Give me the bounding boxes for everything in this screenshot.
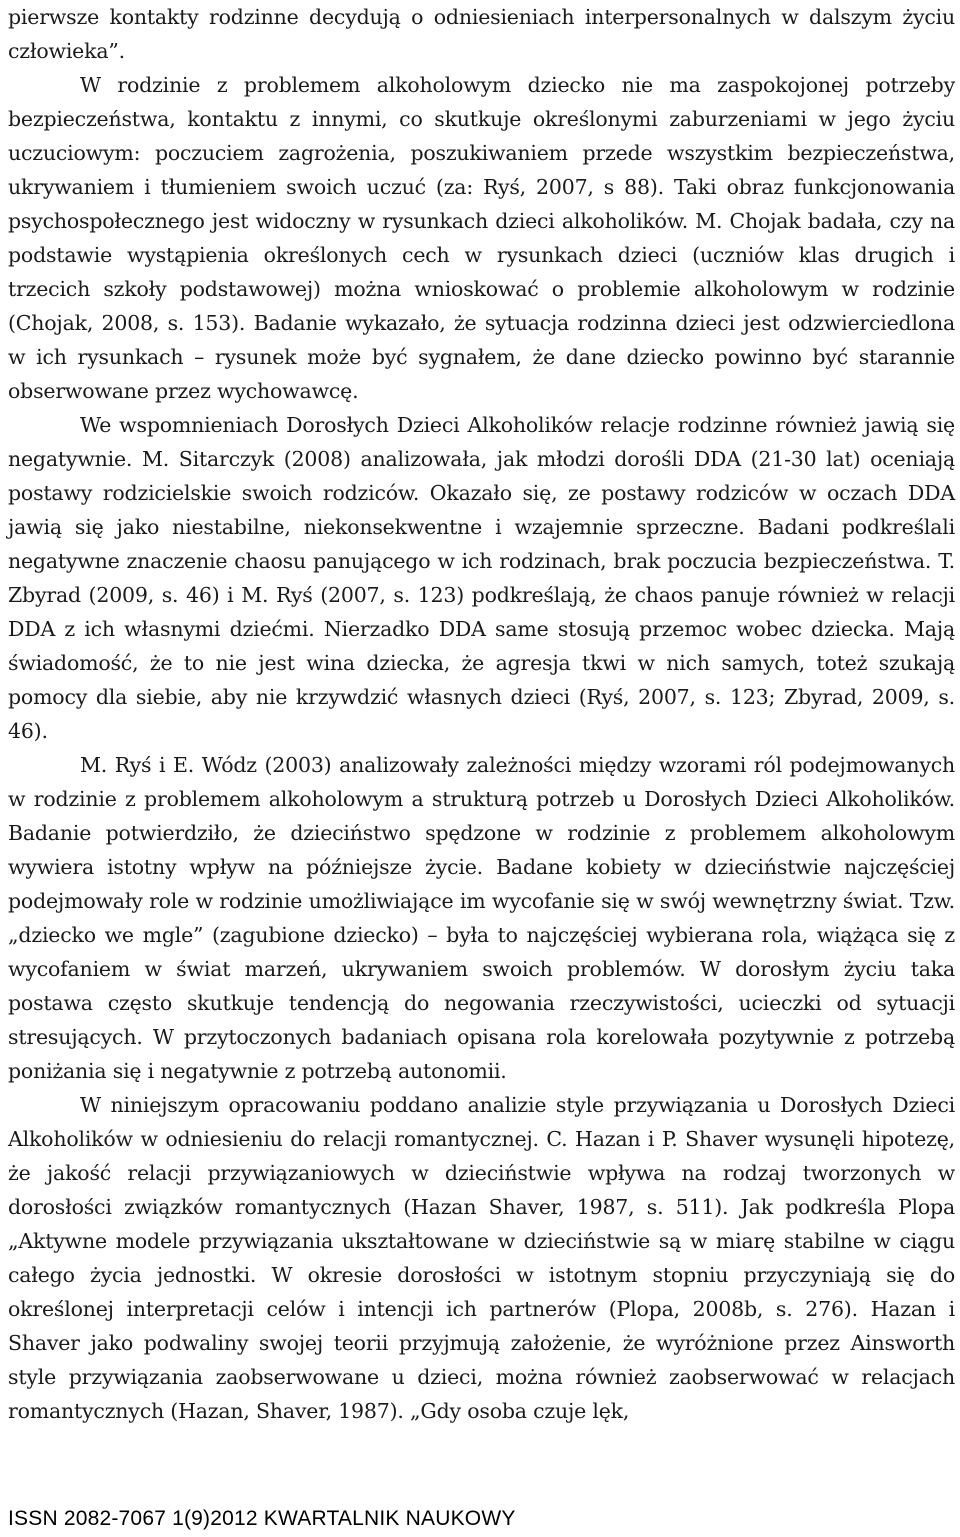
page-footer: ISSN 2082-7067 1(9)2012 KWARTALNIK NAUKOWY	[8, 1507, 516, 1530]
paragraph-attachment-styles: W niniejszym opracowaniu poddano analizie style przywiązania u Dorosłych Dzieci Alkoholików w odniesieniu do relacji romantycznej. C. Hazan i P. Shaver wysunęli hipotezę, że jakość relacji przywiązaniowych w dzieciństwie wpływa na rodzaj tworzonych w dorosłości związków romantycznych (Hazan Shaver, 1987, s. 511). Jak podkreśla Plopa „Aktywne modele przywiązania ukształtowane w dzieciństwie są w miarę stabilne w ciągu całego życia jednostki. W okresie dorosłości w istotnym stopniu przyczyniają się do określonej interpretacji celów i intencji ich partnerów (Plopa, 2008b, s. 276). Hazan i Shaver jako podwaliny swojej teorii przyjmują założenie, że wyróżnione przez Ainsworth style przywiązania zaobserwowane u dzieci, można również zaobserwować w relacjach romantycznych (Hazan, Shaver, 1987). „Gdy osoba czuje lęk,	[8, 1093, 955, 1423]
paragraph-dda-memories: We wspomnieniach Dorosłych Dzieci Alkoholików relacje rodzinne również jawią się negatywnie. M. Sitarczyk (2008) analizowała, jak młodzi dorośli DDA (21-30 lat) oceniają postawy rodzicielskie swoich rodziców. Okazało się, ze postawy rodziców w oczach DDA jawią się jako niestabilne, niekonsekwentne i wzajemnie sprzeczne. Badani podkreślali negatywne znaczenie chaosu panującego w ich rodzinach, brak poczucia bezpieczeństwa. T. Zbyrad (2009, s. 46) i M. Ryś (2007, s. 123) podkreślają, że chaos panuje również w relacji DDA z ich własnymi dziećmi. Nierzadko DDA same stosują przemoc wobec dziecka. Mają świadomość, że to nie jest wina dziecka, że agresja tkwi w nich samych, toteż szukają pomocy dla siebie, aby nie krzywdzić własnych dzieci (Ryś, 2007, s. 123; Zbyrad, 2009, s. 46).	[8, 413, 955, 743]
paragraph-family-roles: M. Ryś i E. Wódz (2003) analizowały zależności między wzorami ról podejmowanych w rodzinie z problemem alkoholowym a strukturą potrzeb u Dorosłych Dzieci Alkoholików. Badanie potwierdziło, że dzieciństwo spędzone w rodzinie z problemem alkoholowym wywiera istotny wpływ na późniejsze życie. Badane kobiety w dzieciństwie najczęściej podejmowały role w rodzinie umożliwiające im wycofanie się w swój wewnętrzny świat. Tzw. „dziecko we mgle” (zagubione dziecko) – była to najczęściej wybierana rola, wiążąca się z wycofaniem w świat marzeń, ukrywaniem swoich problemów. W dorosłym życiu taka postawa często skutkuje tendencją do negowania rzeczywistości, ucieczki od sytuacji stresujących. W przytoczonych badaniach opisana rola korelowała pozytywnie z potrzebą poniżania się i negatywnie z potrzebą autonomii.	[8, 753, 955, 1083]
paragraph-alcoholic-family: W rodzinie z problemem alkoholowym dziecko nie ma zaspokojonej potrzeby bezpieczeństwa, kontaktu z innymi, co skutkuje określonymi zaburzeniami w jego życiu uczuciowym: poczuciem zagrożenia, poszukiwaniem przede wszystkim bezpieczeństwa, ukrywaniem i tłumieniem swoich uczuć (za: Ryś, 2007, s 88). Taki obraz funkcjonowania psychospołecznego jest widoczny w rysunkach dzieci alkoholików. M. Chojak badała, czy na podstawie wystąpienia określonych cech w rysunkach dzieci (uczniów klas drugich i trzecich szkoły podstawowej) można wnioskować o problemie alkoholowym w rodzinie (Chojak, 2008, s. 153). Badanie wykazało, że sytuacja rodzinna dzieci jest odzwierciedlona w ich rysunkach – rysunek może być sygnałem, że dane dziecko powinno być starannie obserwowane przez wychowawcę.	[8, 73, 955, 403]
document-page	[8, 0, 955, 1428]
paragraph-continuation: pierwsze kontakty rodzinne decydują o odniesieniach interpersonalnych w dalszym życiu człowieka”.	[8, 5, 955, 63]
